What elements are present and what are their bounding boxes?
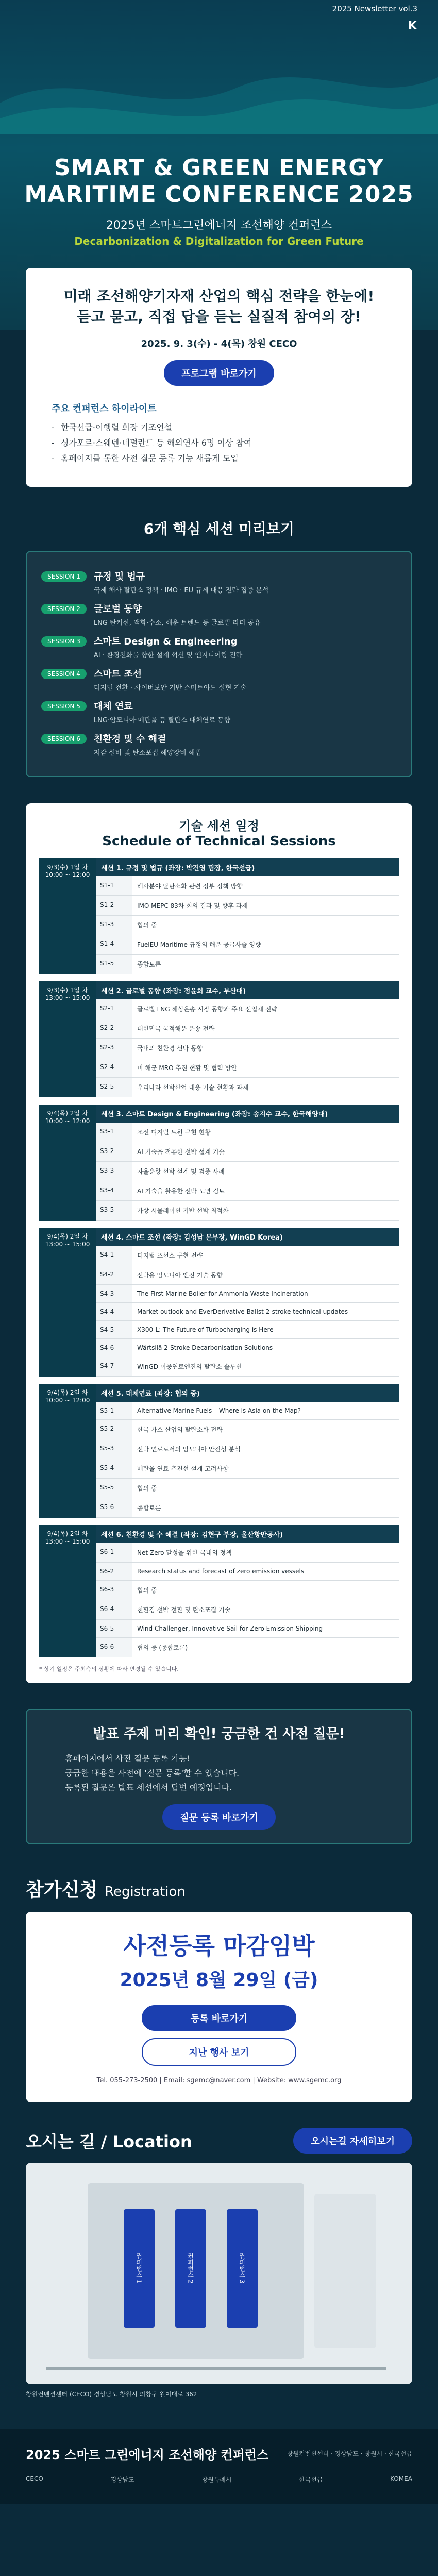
schedule-item-code: S6-2 (96, 1563, 132, 1580)
schedule-item-code: S2-5 (96, 1078, 132, 1097)
schedule-item-title: 협의 중 (종합토론) (137, 1644, 188, 1651)
session-tag: SESSION 2 (41, 604, 87, 614)
schedule-item (96, 1058, 399, 1078)
schedule-item (96, 876, 399, 896)
program-button-wrap (46, 360, 392, 386)
schedule-item (96, 1246, 399, 1265)
location-header (26, 2128, 412, 2154)
schedule-item (96, 1078, 399, 1097)
schedule-item (96, 1303, 399, 1321)
hero-subtitle: 2025년 스마트그린에너지 조선해양 컨퍼런스 (106, 219, 332, 232)
room-3: 컨퍼런스 3 (227, 2209, 258, 2328)
schedule-item (96, 1420, 399, 1439)
schedule-item-code: S3-4 (96, 1181, 132, 1200)
location (26, 2128, 412, 2398)
schedule-item-title: The First Marine Boiler for Ammonia Waste Incineration (137, 1290, 308, 1297)
sessions-box (26, 551, 412, 777)
schedule-item-code: S1-2 (96, 896, 132, 915)
schedule-item-title: 대한민국 국적해운 운송 전략 (137, 1025, 215, 1032)
invite-lead-2: 듣고 묻고, 직접 답을 듣는 실질적 참여의 장! (77, 308, 361, 325)
schedule-item (96, 1019, 399, 1039)
registration-header (26, 1875, 412, 1902)
registration-card-title: 사전등록 마감임박 (123, 1932, 315, 1960)
schedule-item-code: S1-1 (96, 876, 132, 895)
schedule-day (39, 981, 399, 1097)
schedule-item (96, 1142, 399, 1162)
event-when: 2025. 9. 3(수) - 4(목) 창원 CECO (141, 338, 297, 349)
highlight-item: - 한국선급·이행렬 회장 기조연설 (52, 420, 392, 435)
schedule-item (96, 1563, 399, 1581)
schedule-item-code: S4-1 (96, 1246, 132, 1265)
schedule-item-title: 해사분야 탈탄소화 관련 정부 정책 방향 (137, 883, 243, 890)
schedule-session-head: 세션 6. 친환경 및 수 해결 (좌장: 김현구 부장, 울산항만공사) (96, 1525, 399, 1543)
schedule-item (96, 1638, 399, 1657)
hero-wave-graphic (0, 31, 438, 134)
schedule-item (96, 1162, 399, 1181)
schedule-item (96, 1479, 399, 1498)
schedule-item-title: AI 기술을 적용한 선박 설계 기술 (137, 1148, 225, 1156)
schedule-item-code: S1-3 (96, 916, 132, 935)
announce-title: 발표 주제 미리 확인! 궁금한 건 사전 질문! (93, 1726, 345, 1742)
schedule-item (96, 1123, 399, 1142)
schedule-item-code: S3-1 (96, 1123, 132, 1142)
schedule-item-title: FuelEU Maritime 규정의 해운 공급사슬 영향 (137, 941, 261, 948)
sponsor-logo: 창원특례시 (201, 2476, 232, 2483)
schedule-day (39, 1228, 399, 1377)
schedule-heading-kr: 기술 세션 일정 (179, 819, 259, 833)
program-button[interactable]: 프로그램 바로가기 (164, 360, 274, 386)
session-title: 스마트 Design & Engineering (93, 636, 238, 647)
schedule-item-code: S3-3 (96, 1162, 132, 1181)
schedule-item-title: 협의 중 (137, 922, 157, 929)
session-tag: SESSION 1 (41, 571, 87, 582)
schedule-day (39, 1525, 399, 1657)
schedule-item-code: S1-5 (96, 955, 132, 974)
schedule (26, 803, 412, 1683)
sessions-heading: 6개 핵심 세션 미리보기 (143, 520, 295, 537)
schedule-heading-en: Schedule of Technical Sessions (102, 834, 336, 849)
schedule-item (96, 1543, 399, 1563)
schedule-day-sessions (96, 981, 399, 1097)
location-button[interactable]: 오시는길 자세히보기 (293, 2128, 412, 2154)
schedule-item (96, 916, 399, 935)
schedule-item-code: S5-3 (96, 1439, 132, 1459)
session-row (41, 569, 397, 595)
schedule-item (96, 896, 399, 916)
schedule-item-title: 협의 중 (137, 1485, 157, 1492)
registration (26, 1875, 412, 2102)
session-desc: 국제 해사 탈탄소 정책 · IMO · EU 규제 대응 전략 집중 분석 (93, 587, 269, 595)
schedule-day (39, 1105, 399, 1221)
schedule-item (96, 1265, 399, 1285)
schedule-item-title: 국내외 친환경 선박 동향 (137, 1045, 203, 1052)
schedule-item-title: 우리나라 선박산업 대응 기술 현황과 과제 (137, 1084, 249, 1091)
session-title: 대체 연료 (93, 701, 133, 712)
schedule-day-time: 9/4(목) 2일 차 10:00 ~ 12:00 (39, 1105, 96, 1221)
register-button[interactable]: 등록 바로가기 (142, 2005, 296, 2031)
schedule-item (96, 1620, 399, 1638)
hero-title-line1: SMART & GREEN ENERGY (54, 155, 384, 181)
registration-contact: Tel. 055-273-2500 | Email: sgemc@naver.com | Website: www.sgemc.org (96, 2077, 342, 2084)
schedule-item-code: S4-3 (96, 1285, 132, 1302)
schedule-day-sessions (96, 1525, 399, 1657)
schedule-item (96, 1039, 399, 1058)
schedule-item-code: S4-7 (96, 1357, 132, 1376)
schedule-item-title: AI 기술을 활용한 선박 도면 검토 (137, 1188, 225, 1195)
schedule-item-title: 선박용 암모니아 엔진 기술 동향 (137, 1272, 223, 1279)
schedule-session-head: 세션 2. 글로벌 동향 (좌장: 정윤희 교수, 부산대) (96, 981, 399, 999)
schedule-item (96, 1321, 399, 1339)
schedule-day-sessions (96, 1228, 399, 1377)
session-tag: SESSION 4 (41, 669, 87, 679)
schedule-item-title: IMO MEPC 83차 회의 결과 및 향후 과제 (137, 902, 248, 909)
schedule-item-title: 자율운항 선박 설계 및 검증 사례 (137, 1168, 225, 1175)
schedule-item (96, 955, 399, 974)
highlight-item: - 싱가포르·스웨덴·네덜란드 등 해외연사 6명 이상 참여 (52, 435, 392, 451)
registration-buttons (43, 2005, 395, 2066)
announce-line: 홈페이지에서 사전 질문 등록 가능! (65, 1754, 191, 1764)
room-2: 컨퍼런스 2 (175, 2209, 206, 2328)
sponsor-logo: 경상남도 (110, 2476, 134, 2483)
schedule-item-title: Net Zero 달성을 위한 국내외 정책 (137, 1549, 232, 1556)
schedule-day-sessions (96, 1105, 399, 1221)
session-desc: LNG·암모니아·메탄올 등 탈탄소 대체연료 동향 (93, 717, 231, 724)
schedule-day-time: 9/4(목) 2일 차 13:00 ~ 15:00 (39, 1228, 96, 1377)
schedule-item-code: S5-6 (96, 1498, 132, 1517)
session-desc: 저감 설비 및 탄소포집 해양장비 해법 (93, 749, 201, 757)
hero-title (0, 155, 438, 208)
schedule-item-code: S6-5 (96, 1620, 132, 1637)
brand-mark: K (408, 20, 417, 32)
schedule-item (96, 1181, 399, 1201)
sponsor-logo: CECO (26, 2475, 43, 2482)
session-row (41, 667, 397, 692)
announce-line: 등록된 질문은 발표 세션에서 답변 예정입니다. (65, 1783, 232, 1792)
newsletter-issue: 2025 Newsletter vol.3 (332, 4, 417, 13)
schedule-item (96, 999, 399, 1019)
invite-lead (46, 286, 392, 327)
schedule-item-title: 디지털 조선소 구현 전략 (137, 1252, 203, 1259)
session-row (41, 634, 397, 659)
session-desc: 디지털 전환 · 사이버보안 기반 스마트야드 실현 기술 (93, 684, 247, 692)
schedule-item (96, 1285, 399, 1303)
registration-title-en: Registration (105, 1884, 186, 1900)
schedule-day (39, 1384, 399, 1518)
schedule-item (96, 1498, 399, 1518)
registration-card (26, 1912, 412, 2102)
schedule-item-code: S3-5 (96, 1201, 132, 1220)
schedule-item-code: S2-2 (96, 1019, 132, 1038)
footer-title: 2025 스마트 그린에너지 조선해양 컨퍼런스 (26, 2448, 269, 2462)
schedule-session-head: 세션 1. 규정 및 법규 (좌장: 박건영 팀장, 한국선급) (96, 858, 399, 876)
session-title: 글로벌 동향 (93, 604, 142, 615)
schedule-item (96, 935, 399, 955)
schedule-item-title: Research status and forecast of zero emission vessels (137, 1568, 305, 1575)
session-title: 스마트 조선 (93, 669, 142, 680)
footer-meta: 창원컨벤션센터 · 경상남도 · 창원시 · 한국선급 (287, 2450, 412, 2458)
highlights (46, 401, 392, 466)
sponsor-logo: 한국선급 (299, 2476, 323, 2483)
schedule-item-code: S2-4 (96, 1058, 132, 1077)
footer-logos (26, 2475, 412, 2484)
schedule-item-title: Market outlook and EverDerivative Ballst 2-stroke technical updates (137, 1308, 348, 1315)
session-desc: AI · 환경친화를 향한 설계 혁신 및 엔지니어링 전략 (93, 652, 243, 659)
session-title: 친환경 및 수 해결 (93, 734, 166, 744)
schedule-day-time: 9/3(수) 1일 차 13:00 ~ 15:00 (39, 981, 96, 1097)
session-tag: SESSION 6 (41, 734, 87, 744)
schedule-item-code: S6-1 (96, 1543, 132, 1562)
highlight-item: - 홈페이지를 통한 사전 질문 등록 기능 새롭게 도입 (52, 451, 392, 466)
schedule-item-code: S5-1 (96, 1402, 132, 1419)
highlights-list (52, 420, 392, 466)
schedule-day-time: 9/4(목) 2일 차 10:00 ~ 12:00 (39, 1384, 96, 1518)
session-desc: LNG 탄커선, 액화·수소, 해운 트렌드 등 글로벌 리더 공유 (93, 619, 261, 627)
registration-title-kr: 참가신청 (26, 1879, 98, 1901)
schedule-session-head: 세션 5. 대체연료 (좌장: 협의 중) (96, 1384, 399, 1402)
schedule-session-head: 세션 4. 스마트 조선 (좌장: 김성남 본부장, WinGD Korea) (96, 1228, 399, 1246)
session-row (41, 699, 397, 724)
schedule-session-head: 세션 3. 스마트 Design & Engineering (좌장: 송지수 교수, 한국해양대) (96, 1105, 399, 1123)
schedule-item (96, 1357, 399, 1377)
schedule-note: * 상기 일정은 주최측의 상황에 따라 변경될 수 있습니다. (39, 1666, 179, 1672)
schedule-item-code: S4-5 (96, 1321, 132, 1338)
hero-tagline: Decarbonization & Digitalization for Green Future (74, 235, 364, 247)
schedule-day-sessions (96, 1384, 399, 1518)
session-tag: SESSION 3 (41, 636, 87, 647)
question-announcement (26, 1709, 412, 1844)
schedule-item-code: S2-3 (96, 1039, 132, 1058)
schedule-item-code: S6-6 (96, 1638, 132, 1657)
schedule-item (96, 1402, 399, 1420)
schedule-item (96, 1439, 399, 1459)
schedule-item-title: 가상 시뮬레이션 기반 선박 최적화 (137, 1207, 229, 1214)
schedule-item-title: 글로벌 LNG 해상운송 시장 동향과 주요 선업체 전략 (137, 1006, 277, 1013)
schedule-day (39, 858, 399, 974)
venue-map (26, 2163, 412, 2384)
schedule-item-code: S4-2 (96, 1265, 132, 1284)
schedule-item-title: 종합토론 (137, 961, 161, 968)
schedule-item-title: 선박 연료로서의 암모니아 안전성 분석 (137, 1446, 241, 1453)
schedule-item-title: 미 해군 MRO 추진 현황 및 협력 방안 (137, 1064, 237, 1072)
schedule-item-code: S4-4 (96, 1303, 132, 1320)
schedule-item-title: Alternative Marine Fuels – Where is Asia on the Map? (137, 1407, 301, 1414)
session-row (41, 602, 397, 627)
announce-line: 궁금한 내용을 사전에 '질문 등록'할 수 있습니다. (65, 1768, 240, 1778)
schedule-item-title: X300-L: The Future of Turbocharging is Here (137, 1326, 274, 1333)
schedule-item-code: S5-5 (96, 1479, 132, 1498)
sessions-preview (26, 518, 412, 777)
invite-card (26, 268, 412, 487)
schedule-item-code: S4-6 (96, 1339, 132, 1357)
schedule-item-code: S6-4 (96, 1600, 132, 1619)
schedule-item-code: S6-3 (96, 1581, 132, 1600)
session-tag: SESSION 5 (41, 701, 87, 711)
schedule-item-title: 종합토론 (137, 1504, 161, 1512)
schedule-item (96, 1581, 399, 1600)
invite-lead-1: 미래 조선해양기자재 산업의 핵심 전략을 한눈에! (63, 287, 375, 304)
location-title: 오시는 길 / Location (26, 2132, 192, 2151)
schedule-item (96, 1600, 399, 1620)
schedule-item (96, 1339, 399, 1357)
footer (0, 2429, 438, 2504)
highlights-title: 주요 컨퍼런스 하이라이트 (52, 403, 157, 414)
session-row (41, 732, 397, 757)
sponsor-logo: KOMEA (390, 2475, 412, 2482)
question-button[interactable]: 질문 등록 바로가기 (162, 1804, 276, 1830)
past-event-button[interactable]: 지난 행사 보기 (142, 2038, 296, 2066)
venue-address: 창원컨벤션센터 (CECO) 경상남도 창원시 의창구 원이대로 362 (26, 2391, 197, 2398)
schedule-days (39, 858, 399, 1657)
schedule-item-title: 친환경 선박 전환 및 탄소포집 기술 (137, 1606, 231, 1614)
schedule-day-sessions (96, 858, 399, 974)
session-title: 규정 및 법규 (93, 571, 145, 582)
hero-title-line2: MARITIME CONFERENCE 2025 (24, 181, 414, 208)
schedule-item-code: S5-2 (96, 1420, 132, 1439)
schedule-item (96, 1459, 399, 1479)
schedule-item-code: S1-4 (96, 935, 132, 954)
schedule-item (96, 1201, 399, 1221)
schedule-item-title: 한국 가스 산업의 탈탄소화 전략 (137, 1426, 223, 1433)
schedule-item-title: 메탄올 연료 추진선 설계 고려사항 (137, 1465, 229, 1472)
schedule-item-code: S2-1 (96, 999, 132, 1019)
schedule-item-code: S5-4 (96, 1459, 132, 1478)
schedule-item-title: Wärtsilä 2-Stroke Decarbonisation Solutions (137, 1344, 273, 1351)
schedule-day-time: 9/3(수) 1일 차 10:00 ~ 12:00 (39, 858, 96, 974)
schedule-item-title: Wind Challenger, Innovative Sail for Zero Emission Shipping (137, 1625, 323, 1632)
schedule-item-title: WinGD 이중연료엔진의 탈탄소 솔루션 (137, 1363, 242, 1370)
schedule-day-time: 9/4(목) 2일 차 13:00 ~ 15:00 (39, 1525, 96, 1657)
schedule-item-title: 협의 중 (137, 1587, 157, 1594)
registration-card-date: 2025년 8월 29일 (금) (120, 1970, 318, 1991)
schedule-item-title: 조선 디지털 트윈 구현 현황 (137, 1129, 211, 1136)
announce-body (44, 1752, 394, 1795)
schedule-item-code: S3-2 (96, 1142, 132, 1161)
venue-map-graphic (26, 2163, 412, 2384)
room-1: 컨퍼런스 1 (124, 2209, 155, 2328)
footer-row (26, 2445, 412, 2463)
